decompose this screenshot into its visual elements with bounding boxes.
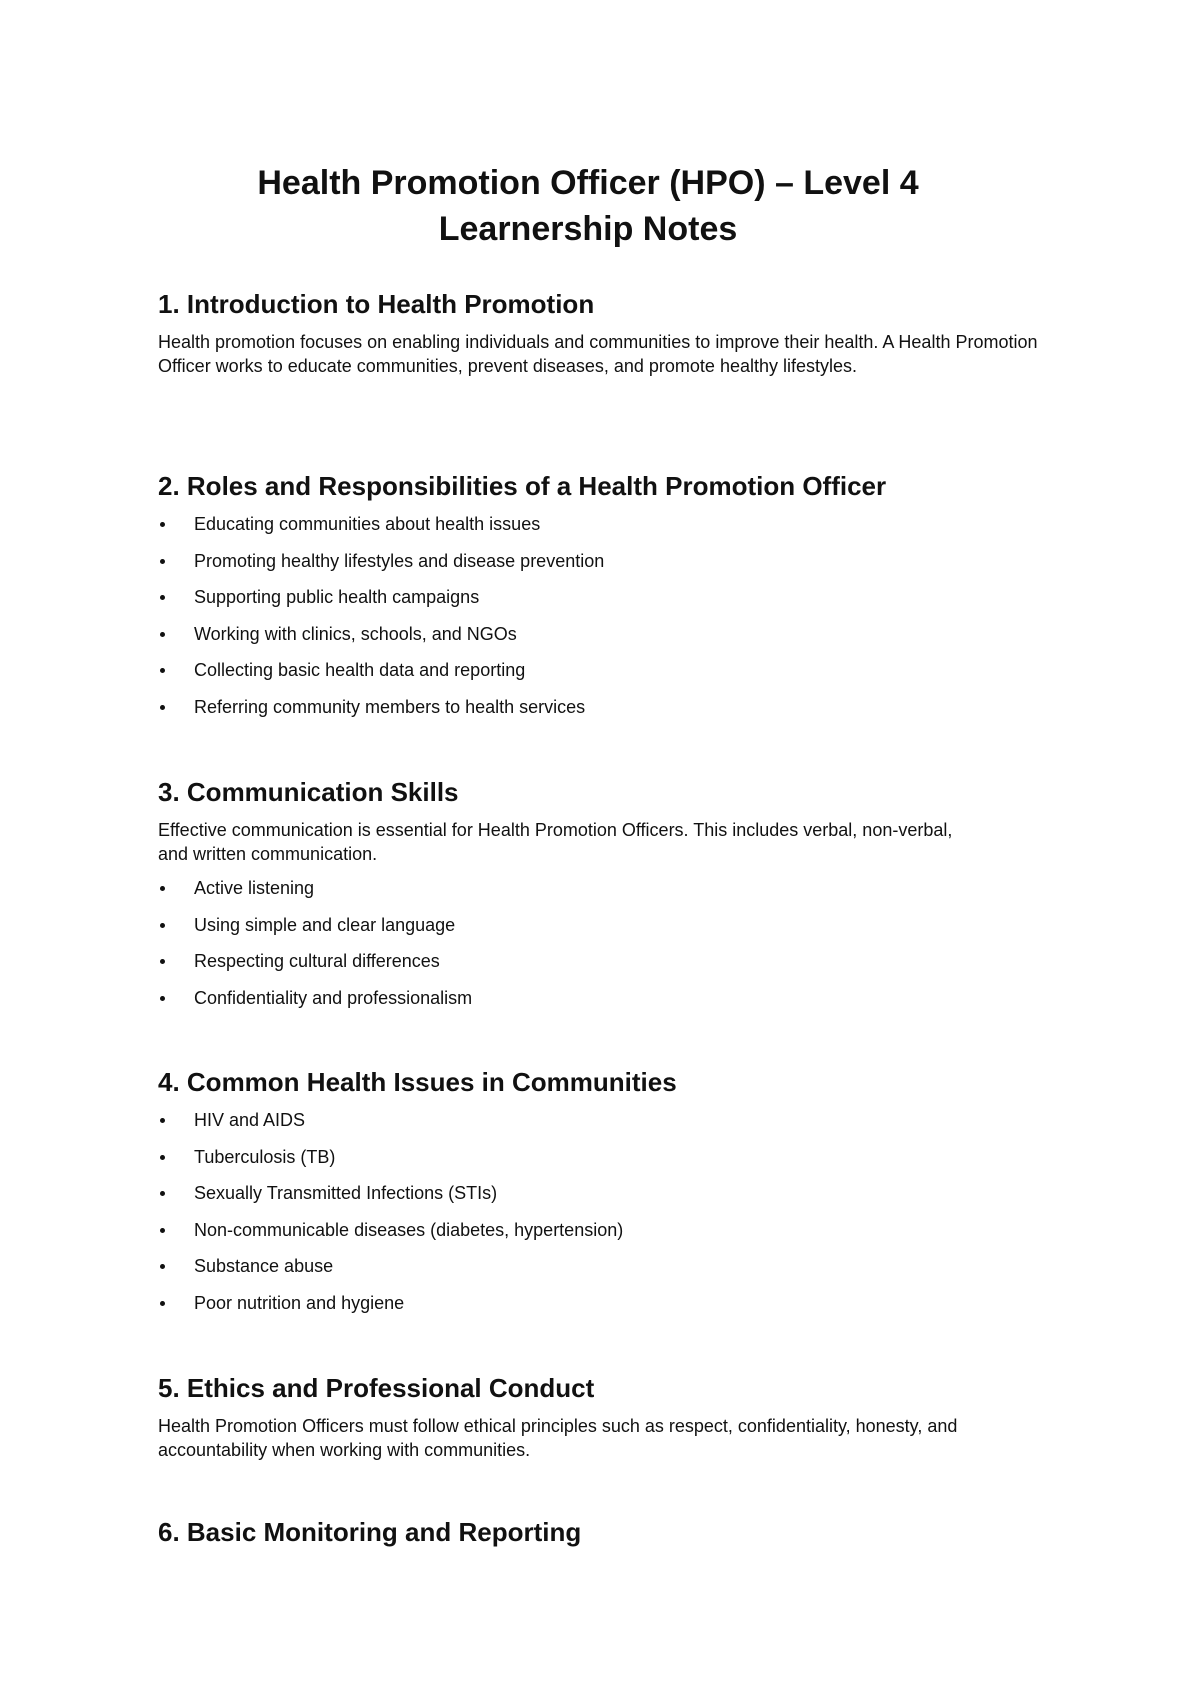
bullet-icon [160,632,165,637]
list-item [158,1145,677,1169]
list-item [158,949,958,973]
bullet-icon [160,1118,165,1123]
list-item [158,695,886,719]
section-communication-skills [158,776,958,1022]
list-item-text: Working with clinics, schools, and NGOs [194,623,517,644]
list-item-text: Active listening [194,878,315,898]
section-heading: 3. Communication Skills [158,777,459,807]
list-item-text: Using simple and clear language [194,914,456,935]
list-item [158,876,958,900]
list-item-text: Referring community members to health services [194,696,586,717]
list-item [158,658,886,682]
document-title-line1: Health Promotion Officer (HPO) – Level 4 [257,164,919,202]
list-item-text: Educating communities about health issues [194,514,541,534]
list-item-text: Respecting cultural differences [194,951,440,971]
section-heading: 6. Basic Monitoring and Reporting [158,1517,582,1547]
bullet-list [158,1108,677,1315]
section-heading: 1. Introduction to Health Promotion [158,289,595,319]
bullet-icon [160,1191,165,1196]
section-monitoring-reporting [158,1516,581,1558]
section-roles-responsibilities [158,470,886,731]
bullet-icon [160,959,165,964]
bullet-icon [160,1264,165,1269]
list-item [158,512,886,536]
bullet-icon [160,886,165,891]
list-item [158,549,886,573]
list-item [158,1108,677,1132]
list-item-text: Tuberculosis (TB) [194,1146,336,1167]
bullet-list [158,512,886,719]
bullet-icon [160,668,165,673]
list-item-text: Collecting basic health data and reporting [194,660,526,680]
section-heading: 4. Common Health Issues in Communities [158,1067,677,1097]
list-item [158,1291,677,1315]
list-item [158,1254,677,1278]
bullet-icon [160,1155,165,1160]
list-item [158,585,886,609]
bullet-icon [160,1228,165,1233]
bullet-icon [160,595,165,600]
bullet-icon [160,1301,165,1306]
document-title-line2: Learnership Notes [438,210,738,248]
section-paragraph: Effective communication is essential for Health Promotion Officers. This includes verbal, non-verbal, and written communication. [158,820,953,864]
list-item-text: Poor nutrition and hygiene [194,1292,405,1313]
list-item-text: Substance abuse [194,1256,334,1276]
section-common-health-issues [158,1066,677,1327]
section-heading: 2. Roles and Responsibilities of a Health Promotion Officer [158,471,887,501]
list-item [158,986,958,1010]
section-ethics [158,1372,1038,1472]
bullet-icon [160,705,165,710]
bullet-icon [160,559,165,564]
list-item-text: Supporting public health campaigns [194,587,480,607]
bullet-icon [160,522,165,527]
bullet-list [158,876,958,1010]
section-paragraph: Health promotion focuses on enabling individuals and communities to improve their health. A Health Promotion Officer works to educate communities, prevent diseases, and promote healthy lifestyles. [158,332,1038,376]
list-item-text: Sexually Transmitted Infections (STIs) [194,1183,498,1203]
list-item-text: Promoting healthy lifestyles and disease prevention [194,550,605,571]
list-item [158,1181,677,1205]
list-item-text: Confidentiality and professionalism [194,987,473,1008]
section-heading: 5. Ethics and Professional Conduct [158,1373,595,1403]
bullet-icon [160,996,165,1001]
document-title [138,160,1038,252]
list-item [158,913,958,937]
list-item [158,622,886,646]
list-item-text: HIV and AIDS [194,1110,306,1130]
section-paragraph: Health Promotion Officers must follow ethical principles such as respect, confidentiality, honesty, and accountability when working with communities. [158,1416,958,1460]
list-item-text: Non-communicable diseases (diabetes, hypertension) [194,1219,624,1240]
list-item [158,1218,677,1242]
section-introduction [158,288,1038,388]
bullet-icon [160,923,165,928]
